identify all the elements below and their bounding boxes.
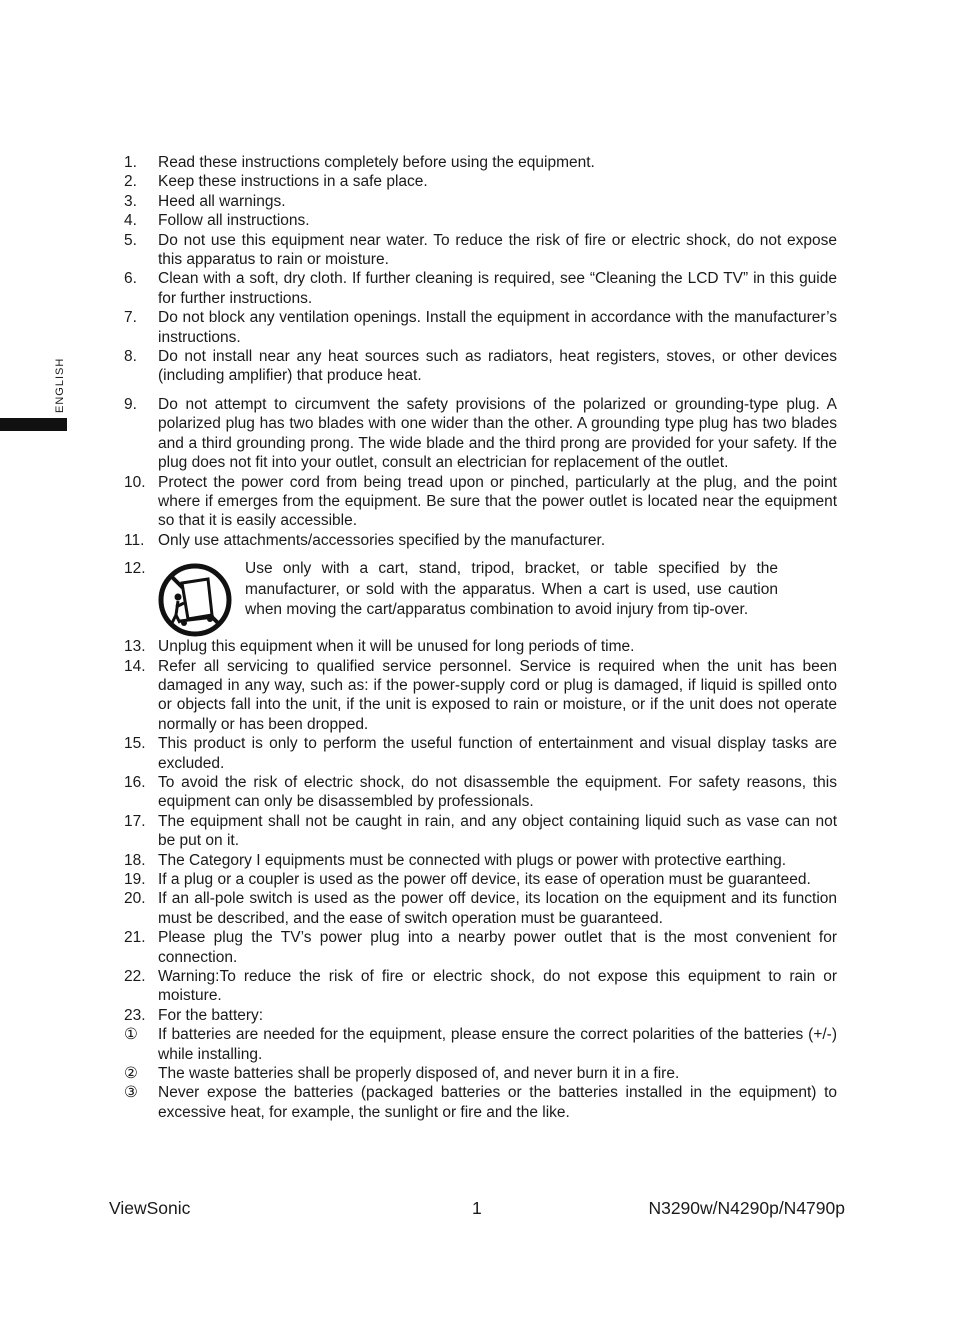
list-item-number: 8.: [124, 348, 137, 366]
list-item-text: [158, 657, 837, 735]
list-item-text: [158, 308, 837, 347]
list-item-number: ②: [124, 1065, 138, 1083]
list-item-line: Keep these instructions in a safe place.: [158, 173, 428, 191]
list-item-number: 7.: [124, 309, 137, 327]
cart-warning-text: Use only with a cart, stand, tripod, bracket, or table specified by the manufacturer, or sold with the apparatus. When a cart is used, use caution when moving the cart/apparatus combination to avoid injury from tip-over.: [245, 560, 778, 618]
list-item-text: [158, 153, 837, 172]
list-item: [124, 1064, 837, 1083]
list-item: [124, 967, 837, 1006]
list-item-line: Do not attempt to circumvent the safety provisions of the polarized or grounding-type plug. A polarized plug has two blades with one wider than the other. A grounding type plug has two blades and a third grounding prong. The wide blade and the third prong are provided for your safety. If the plug does not fit into your outlet, consult an electrician for replacement of the outlet.: [158, 395, 837, 472]
list-item: [124, 308, 837, 347]
list-item: [124, 637, 837, 656]
list-item-text: [158, 192, 837, 211]
list-item-line: If an all-pole switch is used as the power off device, its location on the equipment and its function must be described, and the ease of switch operation must be guaranteed.: [158, 890, 837, 927]
list-item-cart-warning: [124, 559, 837, 637]
list-item: [124, 870, 837, 889]
list-item-line: The Category I equipments must be connected with plugs or power with protective earthing.: [158, 851, 787, 869]
list-item-number: ③: [124, 1084, 138, 1102]
list-item-line: Please plug the TV’s power plug into a nearby power outlet that is the most convenient for connection.: [158, 929, 837, 966]
list-item: [124, 889, 837, 928]
list-item-line: If batteries are needed for the equipment, please ensure the correct polarities of the batteries (+/-) while installing.: [158, 1026, 837, 1063]
list-item-number: 21.: [124, 929, 146, 947]
list-item: [124, 211, 837, 230]
list-item-text: [158, 889, 837, 928]
list-item-text: [158, 231, 837, 270]
list-item: [124, 851, 837, 870]
list-item-number: 14.: [124, 657, 146, 675]
list-item: [124, 347, 837, 386]
list-item-line: Protect the power cord from being tread upon or pinched, particularly at the plug, and the point where if emerges from the equipment. Be sure that the power outlet is located near the equipment so that it is easily accessible.: [158, 473, 837, 530]
list-item-line: For the battery:: [158, 1006, 264, 1024]
list-item-number: 10.: [124, 473, 146, 491]
list-item: [124, 192, 837, 211]
list-item-line: Do not use this equipment near water. To reduce the risk of fire or electric shock, do not expose this apparatus to rain or moisture.: [158, 231, 837, 269]
list-item: [124, 928, 837, 967]
list-item-text: [158, 172, 837, 191]
list-item-text: [158, 851, 837, 870]
list-item-number: 16.: [124, 773, 146, 791]
list-item-number: ①: [124, 1026, 138, 1044]
list-item-number: 20.: [124, 890, 146, 908]
list-item-line: Only use attachments/accessories specified by the manufacturer.: [158, 531, 606, 549]
list-item-text: [158, 928, 837, 967]
list-item-text: [158, 870, 837, 889]
list-item-text: [158, 211, 837, 230]
list-item-number: 18.: [124, 851, 146, 869]
list-item-text: [158, 734, 837, 773]
list-item: [124, 473, 837, 531]
list-item: [124, 395, 837, 473]
list-item-line: Do not install near any heat sources such as radiators, heat registers, stoves, or other devices (including amplifier) that produce heat.: [158, 348, 837, 385]
list-item-number: 17.: [124, 812, 146, 830]
list-item-number: 23.: [124, 1006, 146, 1024]
list-item-line: The waste batteries shall be properly disposed of, and never burn it in a fire.: [158, 1065, 680, 1083]
list-item-number: 4.: [124, 212, 137, 230]
list-item-text: [158, 1025, 837, 1064]
list-item-line: Refer all servicing to qualified service personnel. Service is required when the unit has been damaged in any way, such as: if the power-supply cord or plug is damaged, if liquid is spilled onto or objects fall into the unit, if the unit is exposed to rain or moisture, or if the unit does not operate normally or has been dropped.: [158, 657, 837, 733]
list-item-number: 1.: [124, 154, 137, 171]
list-item-line: Clean with a soft, dry cloth. If further cleaning is required, see “Cleaning the LCD TV” in this guide for further instructions.: [158, 270, 837, 307]
list-item-text: [158, 773, 837, 812]
list-item-number: 2.: [124, 173, 137, 191]
list-item: [124, 1083, 837, 1122]
list-item-line: This product is only to perform the useful function of entertainment and visual display tasks are excluded.: [158, 735, 837, 772]
language-tab-bar: [0, 418, 67, 431]
list-item: [124, 657, 837, 735]
list-item: [124, 773, 837, 812]
list-item-text: [158, 1006, 837, 1025]
list-item-number: 3.: [124, 192, 137, 210]
safety-instructions-list: [124, 153, 837, 1122]
list-item-number: 12.: [124, 560, 146, 578]
list-item-text: [158, 531, 837, 550]
list-item-line: Read these instructions completely before using the equipment.: [158, 154, 595, 171]
list-item-number: 5.: [124, 231, 137, 249]
list-item-line: Never expose the batteries (packaged batteries or the batteries installed in the equipment) to excessive heat, for example, the sunlight or fire and the like.: [158, 1084, 837, 1121]
list-item-text: [158, 812, 837, 851]
list-item-number: 9.: [124, 395, 137, 413]
list-item-number: 19.: [124, 871, 146, 888]
list-item-line: If a plug or a coupler is used as the power off device, its ease of operation must be guaranteed.: [158, 871, 811, 888]
list-item-line: Unplug this equipment when it will be unused for long periods of time.: [158, 638, 635, 656]
list-item: [124, 172, 837, 191]
list-item-text: [158, 395, 837, 473]
list-item-text: [158, 1083, 837, 1122]
list-item: [124, 734, 837, 773]
list-item: [124, 153, 837, 172]
list-item-line: Warning:To reduce the risk of fire or electric shock, do not expose this equipment to rain or moisture.: [158, 968, 837, 1005]
list-item-text: [158, 473, 837, 531]
footer-page-number: 1: [472, 1198, 482, 1218]
list-item: [124, 812, 837, 851]
list-item: [124, 1025, 837, 1064]
cart-tip-over-warning-icon: [158, 563, 232, 637]
list-item-number: 22.: [124, 968, 146, 986]
list-item-text: [158, 347, 837, 386]
language-tab-label: ENGLISH: [54, 357, 66, 413]
list-item: [124, 269, 837, 308]
list-item-line: The equipment shall not be caught in rain, and any object containing liquid such as vase can not be put on it.: [158, 812, 837, 850]
list-item-number: 6.: [124, 270, 137, 288]
list-item-number: 15.: [124, 735, 146, 753]
footer-model: N3290w/N4290p/N4790p: [648, 1198, 845, 1218]
list-item-text: [158, 637, 837, 656]
list-item: [124, 231, 837, 270]
list-item-line: Heed all warnings.: [158, 192, 286, 210]
list-item: [124, 531, 837, 550]
list-item-number: 13.: [124, 638, 146, 656]
footer-brand: ViewSonic: [109, 1198, 191, 1218]
list-item-text: [158, 967, 837, 1006]
list-item-text: [158, 1064, 837, 1083]
list-item: [124, 1006, 837, 1025]
list-item-line: Follow all instructions.: [158, 212, 310, 230]
list-item-text: [158, 269, 837, 308]
list-item-number: 11.: [124, 531, 145, 549]
list-item-line: Do not block any ventilation openings. Install the equipment in accordance with the manufacturer’s instructions.: [158, 309, 837, 346]
list-item-line: To avoid the risk of electric shock, do not disassemble the equipment. For safety reasons, this equipment can only be disassembled by professionals.: [158, 773, 837, 811]
